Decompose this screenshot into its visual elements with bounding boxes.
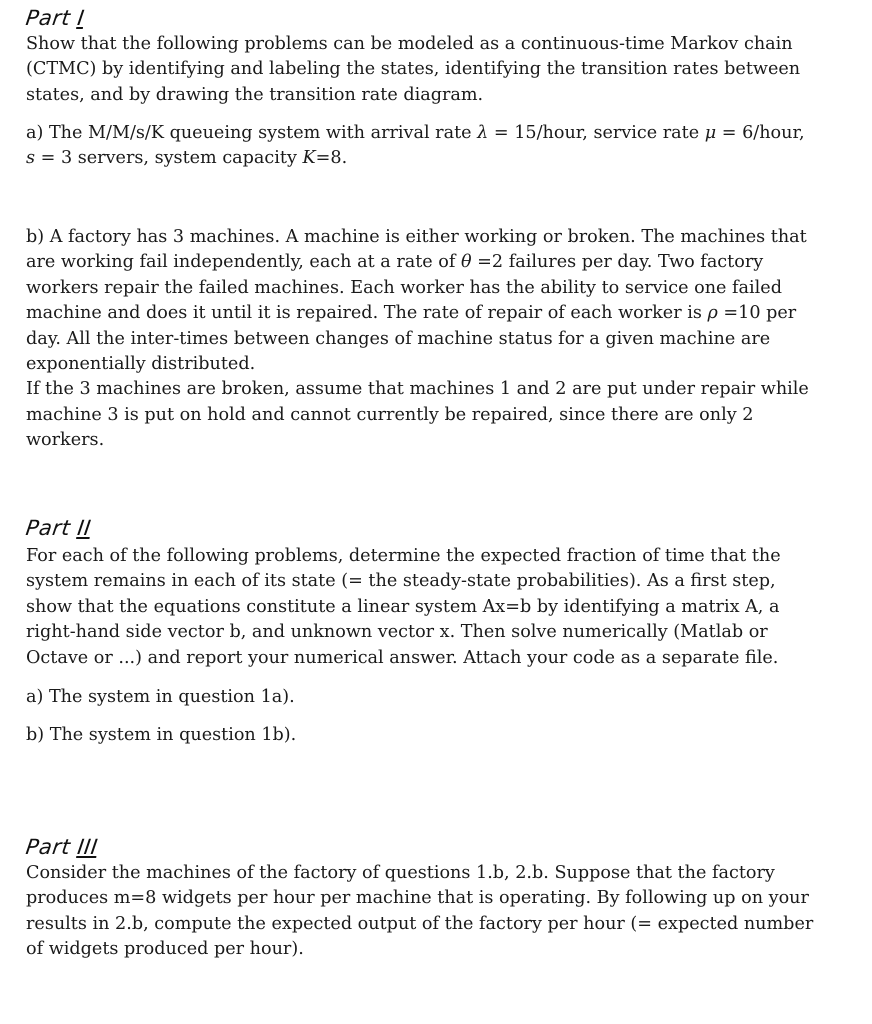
part-1-heading <box>24 6 86 30</box>
part-1-qb-line2: =2 failures per day. Two factory workers repair the failed machines. Each worker has the ability to service one failed machine and does it until it is repaired. The rate of repair of each worker is <box>26 252 782 324</box>
part-3-heading-word: Part <box>24 835 73 859</box>
part-1-qb-line1: b) A factory has 3 machines. A machine is either working or broken. The machines that are working fail independently, each at a rate of <box>26 227 807 273</box>
part-1-question-b <box>26 225 816 454</box>
part-2-heading <box>24 516 92 540</box>
part-1-heading-numeral: I <box>75 6 86 30</box>
part-2-heading-numeral: II <box>75 516 93 540</box>
mu-symbol: μ <box>704 123 717 143</box>
s-symbol: s <box>26 148 36 169</box>
part-2-heading-word: Part <box>24 516 73 540</box>
mu-value: = 6/hour, <box>716 123 805 143</box>
k-symbol: K <box>302 148 316 169</box>
part-3-heading-numeral: III <box>75 835 100 859</box>
part-3-intro: Consider the machines of the factory of questions 1.b, 2.b. Suppose that the factory produces m=8 widgets per hour per machine that is operating. By following up on your results in 2.b, compute the expected output of the factory per hour (= expected number of widgets produced per hour). <box>26 863 814 960</box>
part-1-qa-prefix: a) The M/M/s/K queueing system with arrival rate <box>26 123 478 143</box>
part-1-qb-note: If the 3 machines are broken, assume that machines 1 and 2 are put under repair while machine 3 is put on hold and cannot currently be repaired, since there are only 2 workers. <box>26 379 809 451</box>
k-value: =8. <box>315 148 348 169</box>
part-2-intro: For each of the following problems, determine the expected fraction of time that the system remains in each of its state (= the steady-state probabilities). As a first step, show that the equations constitute a linear system Ax=b by identifying a matrix A, a right-hand side vector b, and unknown vector x. Then solve numerically (Matlab or Octave or ...) and report your numerical answer. Attach your code as a separate file. <box>26 546 781 668</box>
lambda-value: = 15/hour, service rate <box>488 123 705 143</box>
part-2-question-a: a) The system in question 1a). <box>26 687 295 707</box>
part-1-question-a <box>26 121 816 172</box>
theta-symbol: θ <box>461 252 472 273</box>
part-1-heading-word: Part <box>24 6 73 30</box>
lambda-symbol: λ <box>477 123 489 143</box>
part-1-qb-line3: =10 per day. All the inter-times between changes of machine status for a given machine are exponentially distributed. <box>26 303 797 375</box>
part-2-question-b: b) The system in question 1b). <box>26 725 297 745</box>
rho-symbol: ρ <box>707 303 718 324</box>
part-3-heading <box>24 835 99 859</box>
part-1-intro: Show that the following problems can be modeled as a continuous-time Markov chain (CTMC) by identifying and labeling the states, identifying the transition rates between states, and by drawing the transition rate diagram. <box>26 34 801 105</box>
s-value: = 3 servers, system capacity <box>35 148 303 169</box>
